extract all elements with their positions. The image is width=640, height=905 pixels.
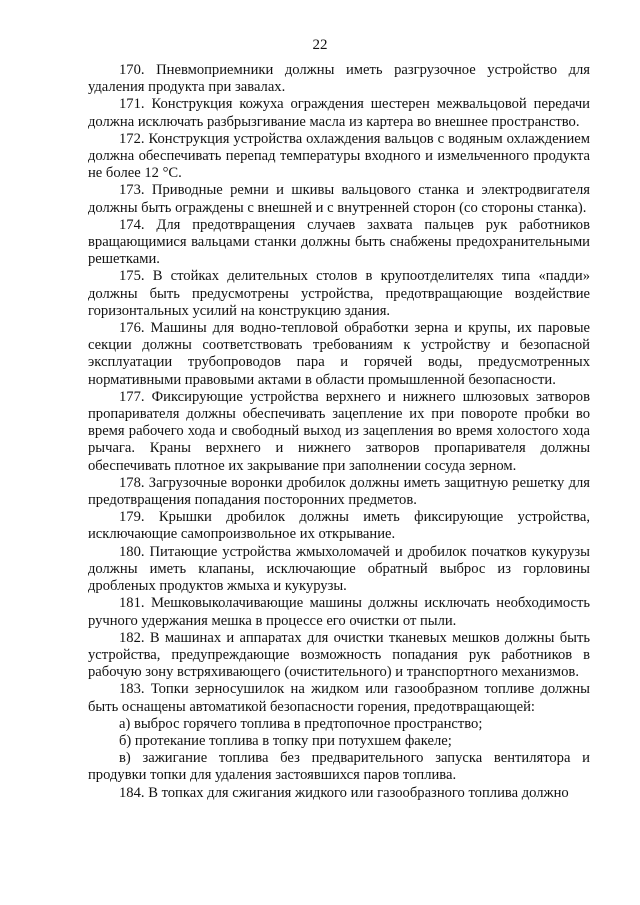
- paragraph-172: 172. Конструкция устройства охлаждения вальцов с водяным охлаждением должна обеспечивать перепад температуры входного и измельченного продукта не более 12 °С.: [88, 130, 590, 182]
- paragraph-183-item-a: а) выброс горячего топлива в предтопочное пространство;: [119, 715, 483, 732]
- paragraph-170: 170. Пневмоприемники должны иметь разгрузочное устройство для удаления продукта при завалах.: [88, 62, 590, 96]
- paragraph-173: 173. Приводные ремни и шкивы вальцового станка и электродвигателя должны быть ограждены с внешней и с внутренней сторон (со стороны станка).: [88, 182, 590, 216]
- paragraph-181: 181. Мешковыколачивающие машины должны исключать необходимость ручного удержания мешка в процессе его очистки от пыли.: [88, 595, 590, 629]
- paragraph-180: 180. Питающие устройства жмыхоломачей и дробилок початков кукурузы должны иметь клапаны, исключающие обратный выброс из горловины дробленых продуктов жмыха и кукурузы.: [88, 543, 590, 595]
- document-body: [88, 62, 590, 802]
- paragraph-177: 177. Фиксирующие устройства верхнего и нижнего шлюзовых затворов пропаривателя должны обеспечивать зацепление их при повороте пробки во время рабочего хода и свободный выход из зацепления во время холостого хода рычага. Краны верхнего и нижнего затворов пропаривателя должны обеспечивать плотное их закрывание при заполнении сосуда зерном.: [88, 388, 590, 474]
- paragraph-182: 182. В машинах и аппаратах для очистки тканевых мешков должны быть устройства, предупреждающие возможность попадания рук работников в рабочую зону встряхивающего (очистительного) и транспортного механизмов.: [88, 629, 590, 681]
- paragraph-183: 183. Топки зерносушилок на жидком или газообразном топливе должны быть оснащены автоматикой безопасности горения, предотвращающей:: [88, 681, 590, 715]
- paragraph-183-item-v: в) зажигание топлива без предварительного запуска вентилятора и продувки топки для удаления застоявшихся паров топлива.: [88, 750, 590, 784]
- paragraph-178: 178. Загрузочные воронки дробилок должны иметь защитную решетку для предотвращения попадания посторонних предметов.: [88, 474, 590, 509]
- paragraph-184: 184. В топках для сжигания жидкого или газообразного топлива должно: [119, 784, 569, 801]
- paragraph-179: 179. Крышки дробилок должны иметь фиксирующие устройства, исключающие самопроизвольное их открывание.: [88, 509, 590, 543]
- paragraph-175: 175. В стойках делительных столов в крупоотделителях типа «падди» должны быть предусмотрены устройства, предотвращающие воздействие горизонтальных усилий на конструкцию здания.: [88, 268, 590, 319]
- paragraph-174: 174. Для предотвращения случаев захвата пальцев рук работников вращающимися вальцами станки должны быть снабжены предохранительными решетками.: [88, 216, 590, 268]
- paragraph-176: 176. Машины для водно-тепловой обработки зерна и крупы, их паровые секции должны соответствовать требованиям к устройству и безопасной эксплуатации трубопроводов пара и горячей воды, предусмотренных нормативными правовыми актами в области промышленной безопасности.: [88, 320, 590, 388]
- paragraph-183-item-b: б) протекание топлива в топку при потухшем факеле;: [119, 732, 452, 749]
- paragraph-171: 171. Конструкция кожуха ограждения шестерен межвальцовой передачи должна исключать разбрызгивание масла из картера во внешнее пространство.: [88, 96, 590, 130]
- page-number: 22: [312, 37, 328, 53]
